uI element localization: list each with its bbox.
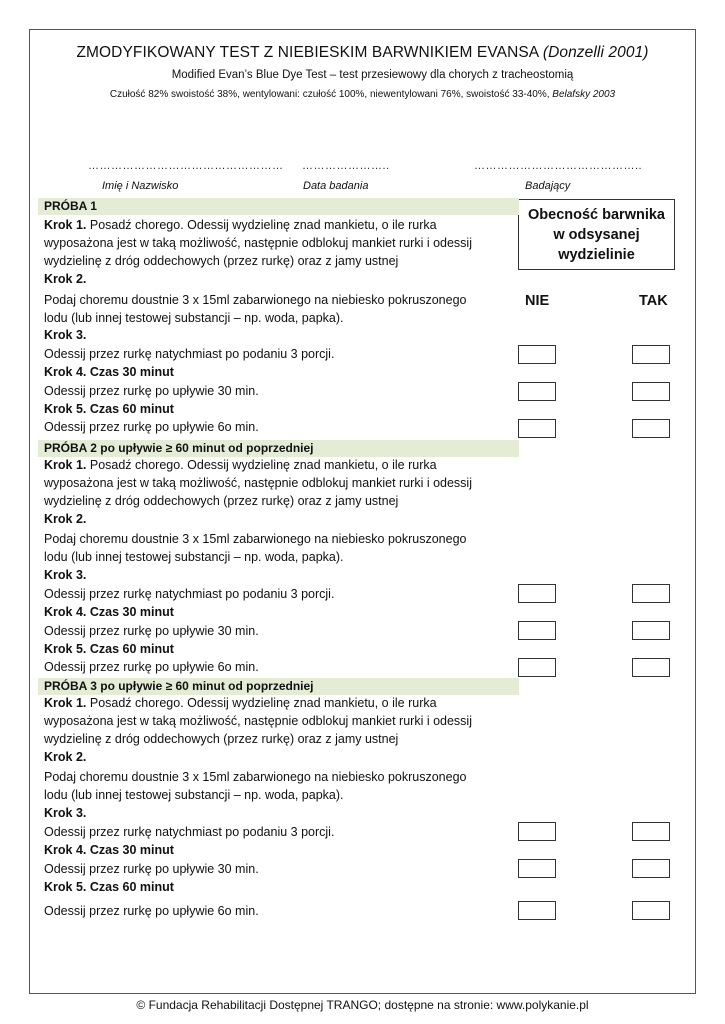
trial-1-heading: PRÓBA 1 [38,198,519,215]
nie-column-label: NIE [525,293,550,309]
trial-2-step-2-label: Krok 2. [44,512,87,526]
trial-1-step-3-label: Krok 3. [44,328,87,342]
dye-header-line-1: Obecność barwnika [528,207,665,223]
trial-3-step-3-label: Krok 3. [44,806,87,820]
examiner-label: Badający [525,180,571,192]
trial-1-step-1-line-2: wyposażona jest w taką możliwość, następnie odblokuj mankiet rurki i odessij [44,236,472,250]
trial-3-step-3-nie-checkbox[interactable] [518,822,556,841]
trial-1-step-5-text: Odessij przez rurkę po upływie 6o min. [44,420,259,434]
dye-presence-header [518,199,675,270]
title-reference: (Donzelli 2001) [542,44,649,61]
trial-1-step-4-nie-checkbox[interactable] [518,382,556,401]
trial-1-step-1-text: Posadź chorego. Odessij wydzielinę znad mankietu, o ile rurka [86,218,437,232]
trial-2-step-1-line-2: wyposażona jest w taką możliwość, następnie odblokuj mankiet rurki i odessij [44,476,472,490]
dye-header-line-2: w odsysanej [553,227,640,243]
trial-3-step-3-text: Odessij przez rurkę natychmiast po podaniu 3 porcji. [44,825,335,839]
trial-3-heading: PRÓBA 3 po upływie ≥ 60 minut od poprzedniej [38,678,519,695]
trial-1-step-3-tak-checkbox[interactable] [632,345,670,364]
trial-3-step-5-nie-checkbox[interactable] [518,901,556,920]
footer-copyright: © Fundacja Rehabilitacji Dostępnej TRANGO; dostępne na stronie: www.polykanie.pl [136,998,589,1012]
page-title [0,44,725,62]
trial-1-step-2-text: Podaj choremu doustnie 3 x 15ml zabarwionego na niebiesko pokruszonego [44,293,467,307]
trial-3-step-1 [44,696,437,710]
trial-1-step-1-label: Krok 1. [44,218,87,232]
trial-3-step-4-text: Odessij przez rurkę po upływie 30 min. [44,862,259,876]
trial-1-step-1-line-3: wydzielinę z dróg oddechowych (przez rurkę) oraz z jamy ustnej [44,254,399,268]
trial-2-step-2-line-2: lodu (lub innej testowej substancji – np. woda, papka). [44,550,344,564]
trial-3-step-1-line-2: wyposażona jest w taką możliwość, następnie odblokuj mankiet rurki i odessij [44,714,472,728]
subtitle: Modified Evan’s Blue Dye Test – test przesiewowy dla chorych z tracheostomią [171,69,574,81]
trial-1-step-2-line-2: lodu (lub innej testowej substancji – np. woda, papka). [44,311,344,325]
trial-2-step-3-text: Odessij przez rurkę natychmiast po podaniu 3 porcji. [44,587,335,601]
trial-3-step-1-line-3: wydzielinę z dróg oddechowych (przez rurkę) oraz z jamy ustnej [44,732,399,746]
stats-reference: Belafsky 2003 [552,89,616,100]
trial-1-step-5-label: Krok 5. Czas 60 minut [44,402,174,416]
stats-text: Czułość 82% swoistość 38%, wentylowani: czułość 100%, niewentylowani 76%, swoistość 33-40%, [109,89,553,100]
trial-2-step-5-text: Odessij przez rurkę po upływie 6o min. [44,660,259,674]
stats-line [0,89,725,100]
name-field-dots[interactable]: …………………………………………… [88,160,284,172]
trial-3-step-4-tak-checkbox[interactable] [632,859,670,878]
trial-2-step-1-label: Krok 1. [44,458,87,472]
trial-1-step-5-tak-checkbox[interactable] [632,419,670,438]
trial-1-step-5-nie-checkbox[interactable] [518,419,556,438]
trial-3-step-2-label: Krok 2. [44,750,87,764]
trial-2-step-4-nie-checkbox[interactable] [518,621,556,640]
name-label: Imię i Nazwisko [102,180,179,192]
title-main: ZMODYFIKOWANY TEST Z NIEBIESKIM BARWNIKIEM EVANSA [76,44,539,61]
trial-2-step-2-text: Podaj choremu doustnie 3 x 15ml zabarwionego na niebiesko pokruszonego [44,532,467,546]
dye-header-line-3: wydzielinie [558,247,635,263]
trial-3-step-1-label: Krok 1. [44,696,87,710]
examiner-field-dots[interactable]: …………………………………….. [474,160,643,172]
trial-1-step-1 [44,218,437,232]
trial-1-step-4-label: Krok 4. Czas 30 minut [44,365,174,379]
trial-2-step-3-tak-checkbox[interactable] [632,584,670,603]
trial-3-step-4-label: Krok 4. Czas 30 minut [44,843,174,857]
trial-2-step-3-label: Krok 3. [44,568,87,582]
trial-3-step-5-label: Krok 5. Czas 60 minut [44,880,174,894]
trial-1-step-2-label: Krok 2. [44,272,87,286]
trial-1-step-4-text: Odessij przez rurkę po upływie 30 min. [44,384,259,398]
trial-3-step-5-text: Odessij przez rurkę po upływie 6o min. [44,904,259,918]
trial-2-step-4-text: Odessij przez rurkę po upływie 30 min. [44,624,259,638]
trial-2-step-5-tak-checkbox[interactable] [632,658,670,677]
trial-3-step-3-tak-checkbox[interactable] [632,822,670,841]
date-field-dots[interactable]: ………………….. [302,160,390,172]
trial-1-step-4-tak-checkbox[interactable] [632,382,670,401]
trial-2-step-5-nie-checkbox[interactable] [518,658,556,677]
trial-3-step-5-tak-checkbox[interactable] [632,901,670,920]
trial-2-step-5-label: Krok 5. Czas 60 minut [44,642,174,656]
trial-2-step-1-line-3: wydzielinę z dróg oddechowych (przez rurkę) oraz z jamy ustnej [44,494,399,508]
trial-3-step-1-text: Posadź chorego. Odessij wydzielinę znad mankietu, o ile rurka [86,696,437,710]
trial-2-step-1-text: Posadź chorego. Odessij wydzielinę znad mankietu, o ile rurka [86,458,437,472]
tak-column-label: TAK [639,293,668,309]
trial-1-step-3-text: Odessij przez rurkę natychmiast po podaniu 3 porcji. [44,347,335,361]
trial-2-step-4-label: Krok 4. Czas 30 minut [44,605,174,619]
trial-3-step-2-line-2: lodu (lub innej testowej substancji – np. woda, papka). [44,788,344,802]
trial-3-step-2-text: Podaj choremu doustnie 3 x 15ml zabarwionego na niebiesko pokruszonego [44,770,467,784]
trial-2-heading: PRÓBA 2 po upływie ≥ 60 minut od poprzedniej [38,440,519,457]
trial-2-step-4-tak-checkbox[interactable] [632,621,670,640]
trial-2-step-1 [44,458,437,472]
trial-1-step-3-nie-checkbox[interactable] [518,345,556,364]
date-label: Data badania [303,180,369,192]
trial-3-step-4-nie-checkbox[interactable] [518,859,556,878]
trial-2-step-3-nie-checkbox[interactable] [518,584,556,603]
